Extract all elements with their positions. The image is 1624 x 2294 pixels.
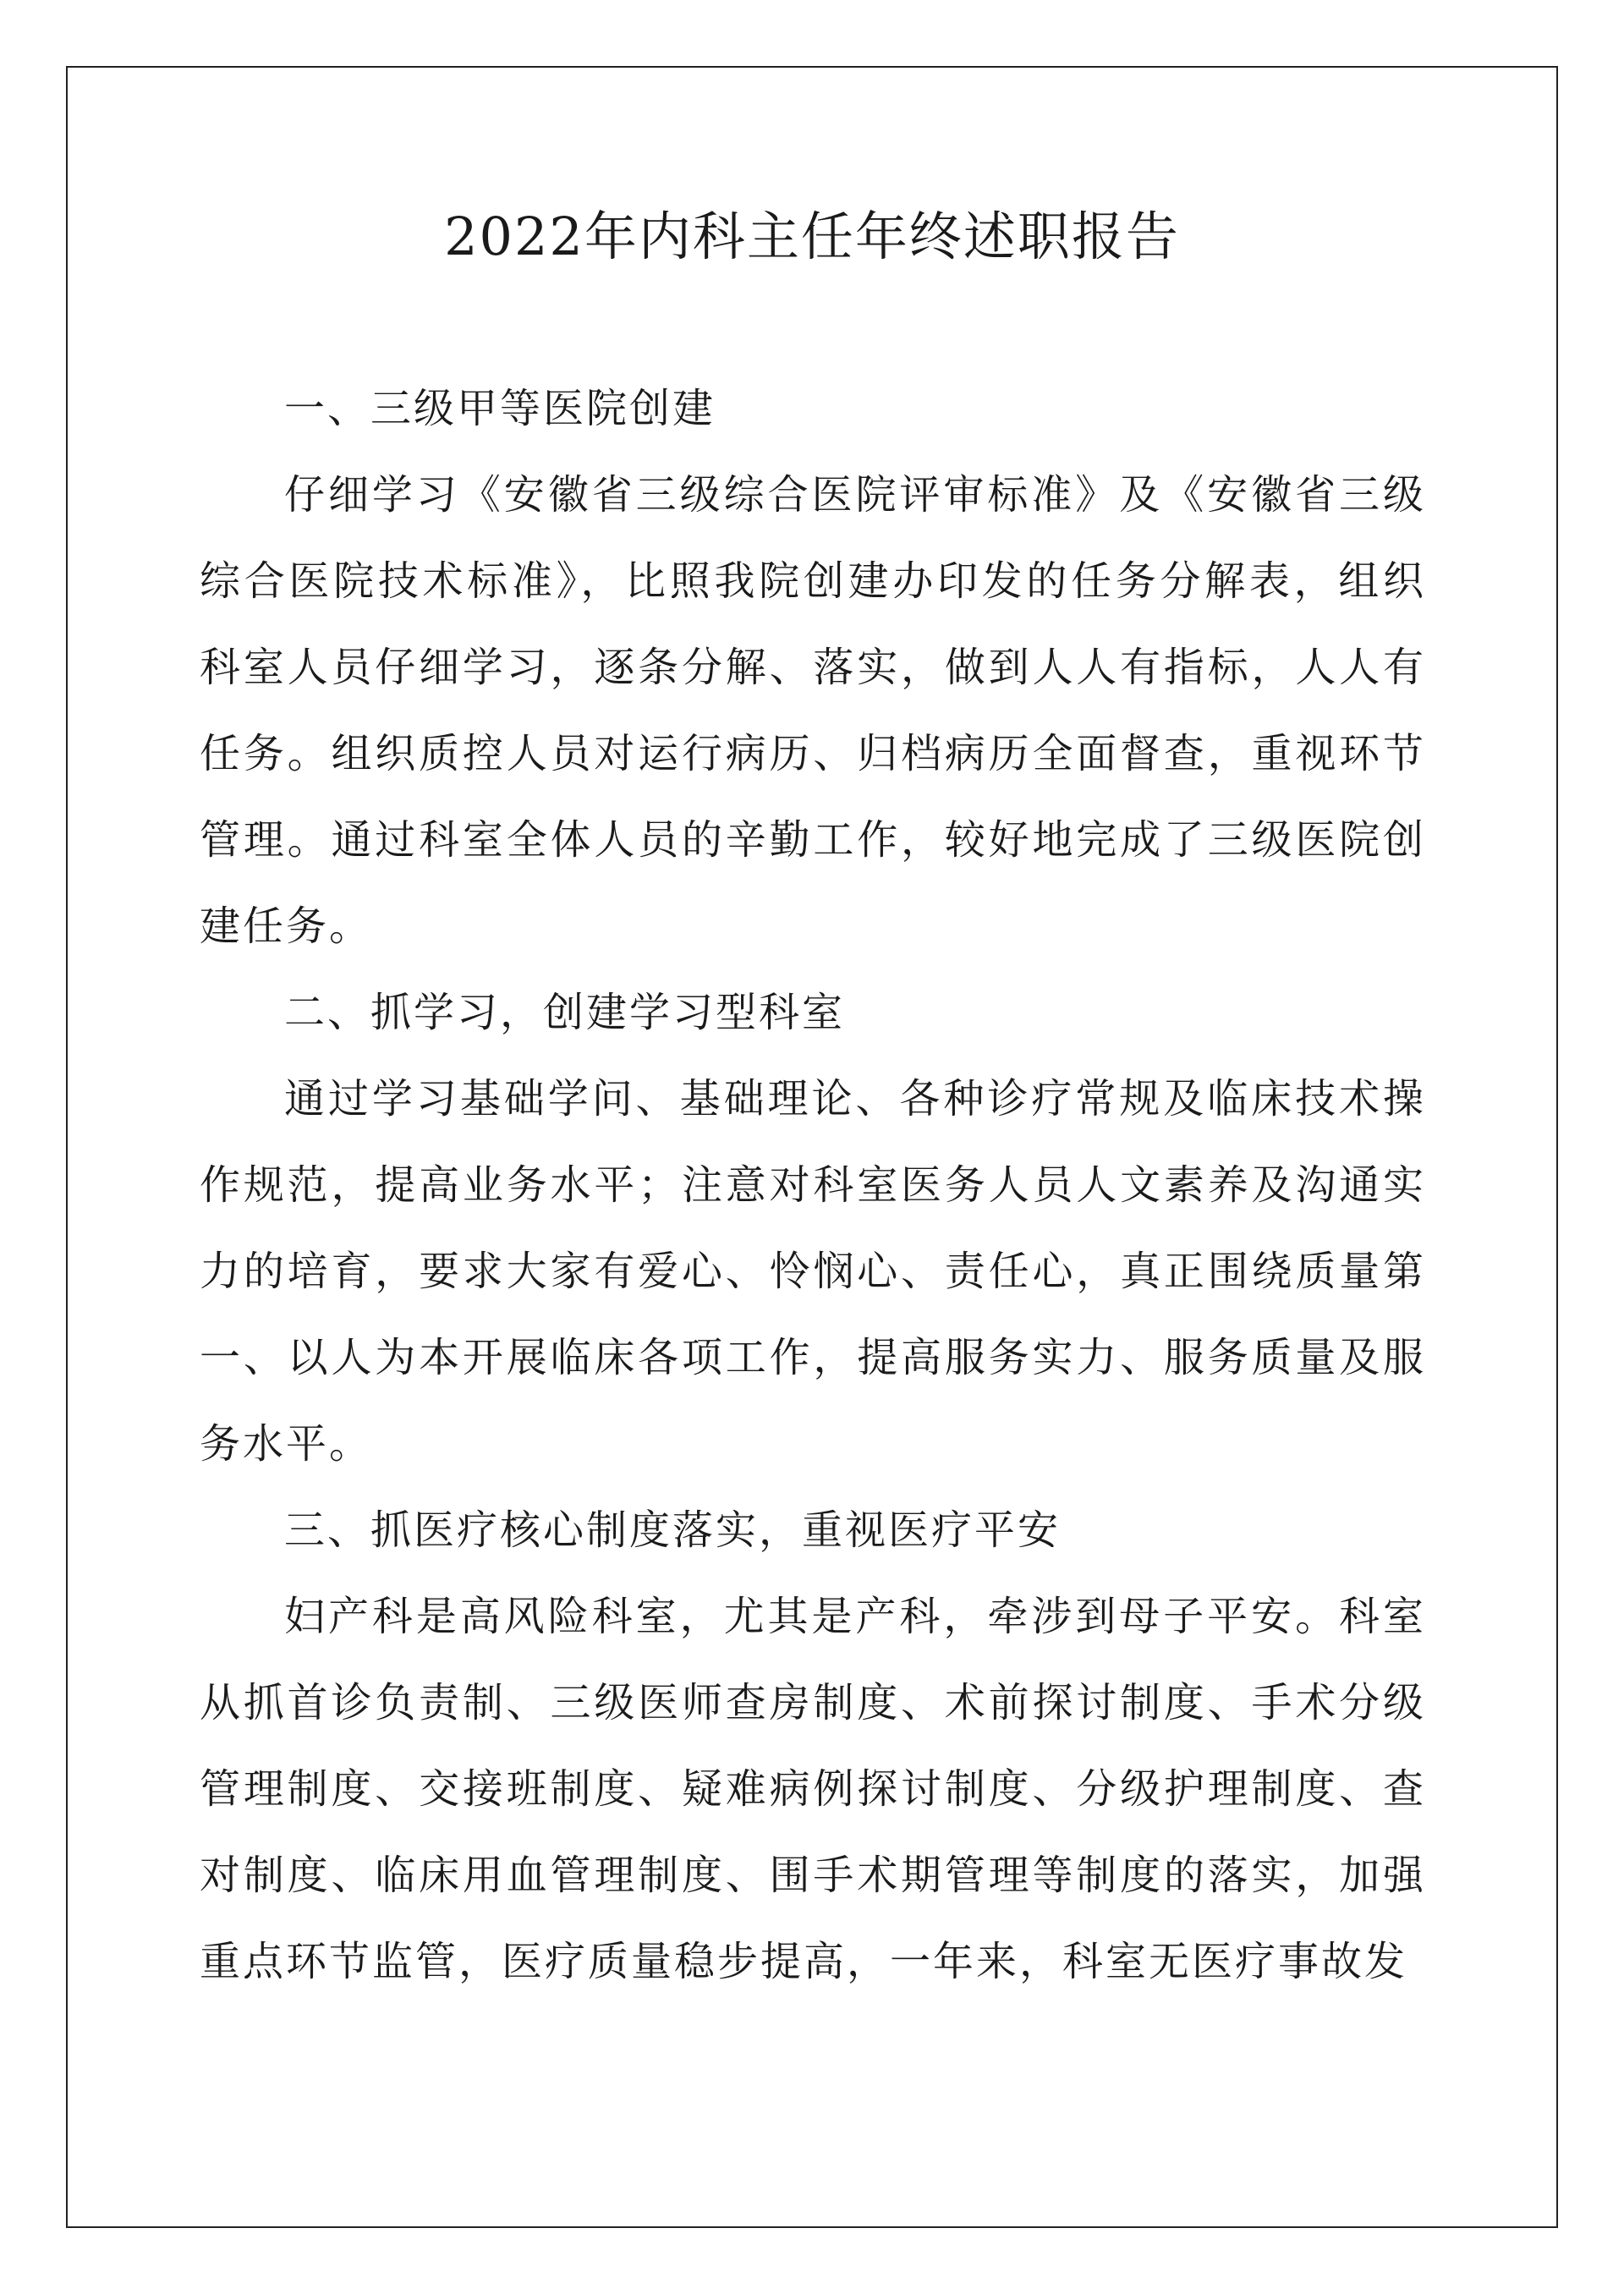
body-paragraph-3: 妇产科是高风险科室，尤其是产科，牵涉到母子平安。科室从抓首诊负责制、三级医师查房制度、术前探讨制度、手术分级管理制度、交接班制度、疑难病例探讨制度、分级护理制度、查对制度、临床用血管理制度、围手术期管理等制度的落实，加强重点环节监管，医疗质量稳步提高，一年来，科室无医疗事故发 <box>200 1593 1426 1985</box>
document-title: 2022年内科主任年终述职报告 <box>444 206 1180 267</box>
section-heading-1: 一、三级甲等医院创建 <box>284 385 716 432</box>
document-body <box>200 365 1426 2005</box>
body-paragraph-1: 仔细学习《安徽省三级综合医院评审标准》及《安徽省三级综合医院技术标准》，比照我院创建办印发的任务分解表，组织科室人员仔细学习，逐条分解、落实，做到人人有指标，人人有任务。组织质控人员对运行病历、归档病历全面督查，重视环节管理。通过科室全体人员的辛勤工作，较好地完成了三级医院创建任务。 <box>200 471 1426 950</box>
section-heading-3: 三、抓医疗核心制度落实，重视医疗平安 <box>284 1506 1062 1554</box>
section-heading-2: 二、抓学习，创建学习型科室 <box>284 989 846 1036</box>
body-paragraph-2: 通过学习基础学问、基础理论、各种诊疗常规及临床技术操作规范，提高业务水平；注意对科室医务人员人文素养及沟通实力的培育，要求大家有爱心、怜悯心、责任心，真正围绕质量第一、以人为本开展临床各项工作，提高服务实力、服务质量及服务水平。 <box>200 1075 1426 1468</box>
